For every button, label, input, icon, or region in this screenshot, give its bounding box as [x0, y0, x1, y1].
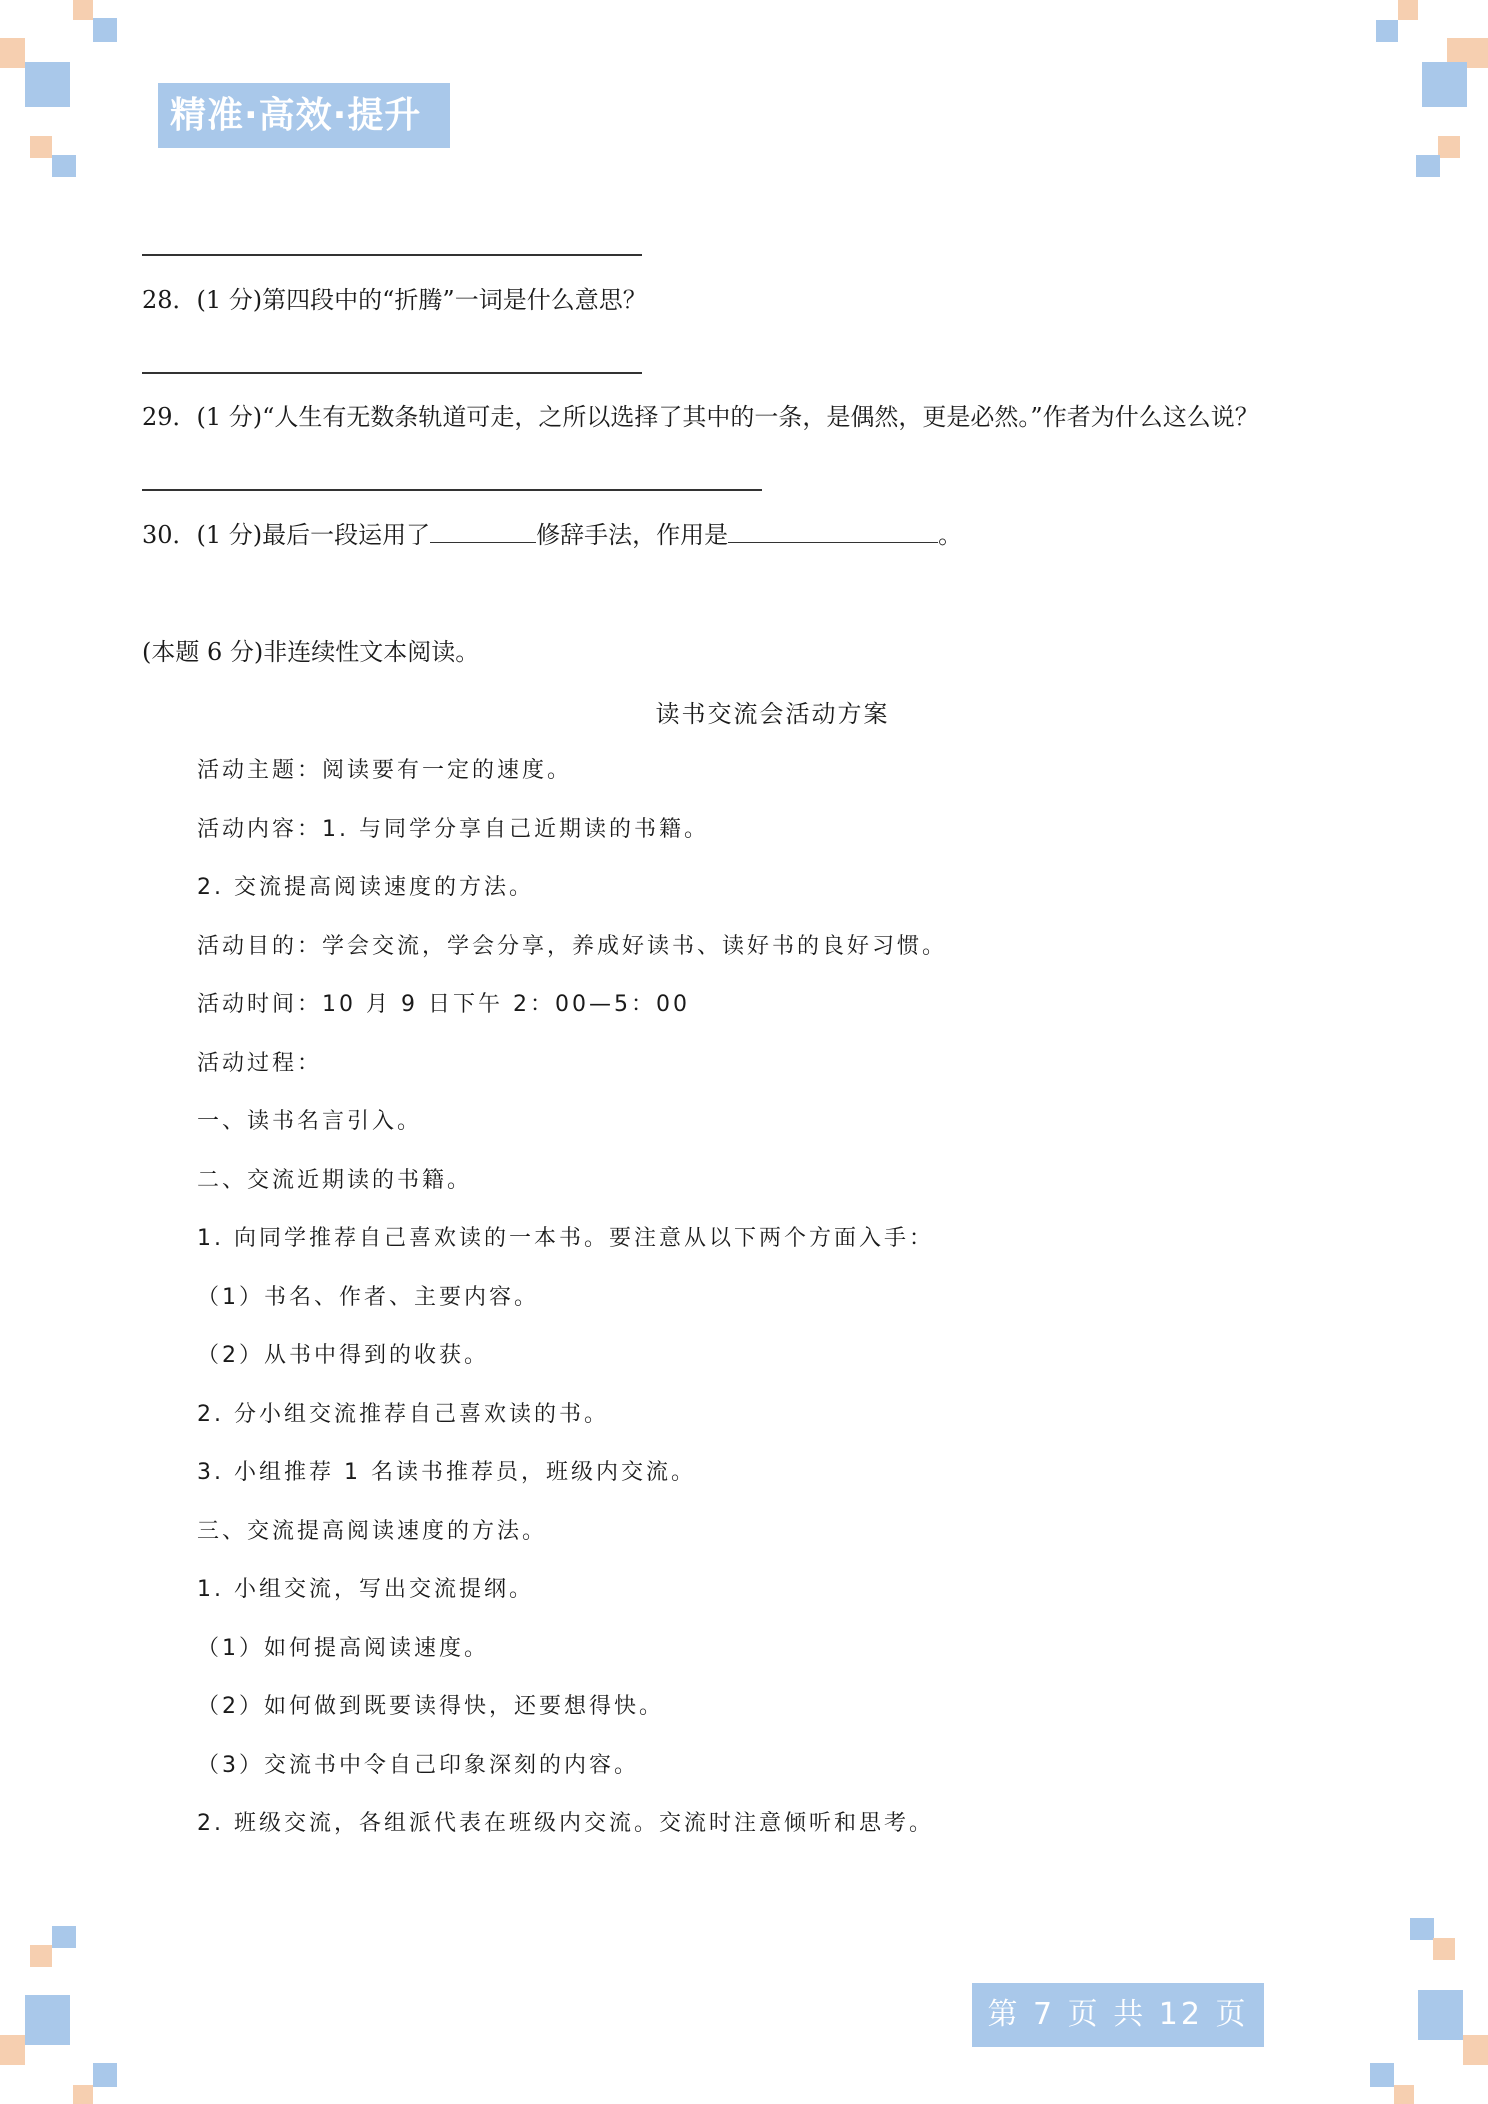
plan-line: 活动内容：1. 与同学分享自己近期读的书籍。 — [197, 817, 709, 842]
plan-line: 2. 交流提高阅读速度的方法。 — [197, 875, 534, 900]
answer-line-28 — [142, 372, 642, 374]
plan-line: 三、交流提高阅读速度的方法。 — [197, 1519, 548, 1544]
blank-rhetoric — [430, 518, 536, 543]
plan-line: （2）从书中得到的收获。 — [197, 1343, 489, 1368]
plan-line: （2）如何做到既要读得快，还要想得快。 — [197, 1694, 664, 1719]
plan-line: 活动主题：阅读要有一定的速度。 — [197, 758, 573, 783]
question-30-text-2: 修辞手法，作用是 — [536, 521, 729, 549]
plan-line: 2. 分小组交流推荐自己喜欢读的书。 — [197, 1402, 609, 1427]
plan-line: 3. 小组推荐 1 名读书推荐员，班级内交流。 — [197, 1460, 696, 1485]
plan-line: （3）交流书中令自己印象深刻的内容。 — [197, 1753, 639, 1778]
plan-line: 一、读书名言引入。 — [197, 1109, 423, 1134]
brand-badge: 精准·高效·提升 — [158, 83, 450, 148]
plan-line: （1）书名、作者、主要内容。 — [197, 1285, 539, 1310]
answer-line-27 — [142, 254, 642, 256]
plan-line: 活动时间：10 月 9 日下午 2：00—5：00 — [197, 992, 690, 1017]
plan-title: 读书交流会活动方案 — [655, 700, 890, 728]
plan-line: 活动目的：学会交流，学会分享，养成好读书、读好书的良好习惯。 — [197, 934, 948, 959]
question-28: 28．(1 分)第四段中的“折腾”一词是什么意思？ — [142, 286, 647, 314]
question-30-text-1: 30．(1 分)最后一段运用了 — [142, 521, 431, 549]
plan-line: 活动过程： — [197, 1051, 323, 1076]
plan-line: 1. 向同学推荐自己喜欢读的一本书。要注意从以下两个方面入手： — [197, 1226, 934, 1251]
question-30 — [142, 518, 962, 551]
blank-effect — [728, 518, 938, 543]
plan-line: 2. 班级交流，各组派代表在班级内交流。交流时注意倾听和思考。 — [197, 1811, 934, 1836]
page-number-badge: 第 7 页 共 12 页 — [972, 1983, 1264, 2047]
section-heading: (本题 6 分)非连续性文本阅读。 — [142, 638, 480, 666]
question-30-text-3: 。 — [938, 521, 963, 549]
plan-line: （1）如何提高阅读速度。 — [197, 1636, 489, 1661]
question-29: 29．(1 分)“人生有无数条轨道可走，之所以选择了其中的一条，是偶然，更是必然。”作者为什么这么说？ — [142, 403, 1259, 431]
plan-line: 1. 小组交流，写出交流提纲。 — [197, 1577, 534, 1602]
plan-line: 二、交流近期读的书籍。 — [197, 1168, 473, 1193]
answer-line-29 — [142, 489, 762, 491]
